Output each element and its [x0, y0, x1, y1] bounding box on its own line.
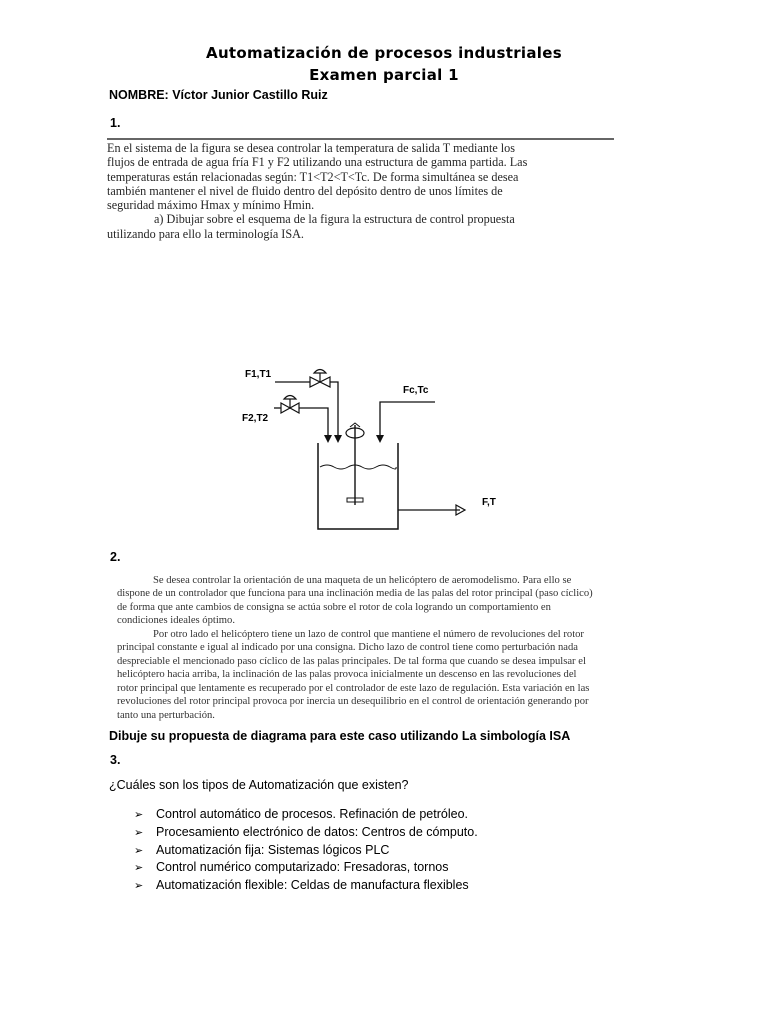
arrow-bullet-icon: ➢ [134, 826, 144, 839]
q1-line: utilizando para ello la terminología ISA. [107, 226, 304, 241]
label-fc-tc: Fc,Tc [403, 385, 429, 396]
arrow-bullet-icon: ➢ [134, 862, 144, 875]
q2-line: tanto una perturbación. [117, 709, 215, 721]
list-item [134, 825, 478, 843]
pipe-fc [380, 402, 435, 440]
document-title: Automatización de procesos industriales [206, 44, 562, 62]
list-item-text: Automatización flexible: Celdas de manufactura flexibles [156, 878, 469, 893]
list-item [134, 860, 478, 878]
q1-line: flujos de entrada de agua fría F1 y F2 utilizando una estructura de gamma partida. Las [107, 155, 528, 170]
q1-line: temperaturas están relacionadas según: T1<T2<T<Tc. De forma simultánea se desea [107, 169, 519, 184]
liquid-surface [320, 465, 396, 469]
list-item-text: Control numérico computarizado: Fresadoras, tornos [156, 860, 449, 875]
question-2-instruction: Dibuje su propuesta de diagrama para este caso utilizando La simbología ISA [109, 729, 571, 743]
question-1-scanned-text [107, 138, 614, 241]
q1-line: a) Dibujar sobre el esquema de la figura la estructura de control propuesta [154, 212, 515, 227]
arrow-bullet-icon: ➢ [134, 844, 144, 857]
student-name: NOMBRE: Víctor Junior Castillo Ruiz [109, 88, 328, 102]
question-2-scanned-text [117, 574, 652, 722]
list-item-text: Control automático de procesos. Refinación de petróleo. [156, 807, 468, 821]
tank-process-diagram [230, 355, 496, 530]
q1-line: En el sistema de la figura se desea controlar la temperatura de salida T mediante los [107, 141, 516, 155]
label-f1-t1: F1,T1 [245, 369, 272, 380]
q2-line: principal constante e igual al indicado por una consigna. Dicho lazo de control tiene como perturbación nada [117, 642, 578, 654]
valve-f2-icon [281, 396, 299, 414]
question-2-number: 2. [110, 550, 121, 564]
q1-line: seguridad máximo Hmax y mínimo Hmin. [107, 198, 315, 213]
arrow-bullet-icon: ➢ [134, 880, 144, 893]
q2-line: helicóptero hacia arriba, la inclinación de las palas provoca inicialmente un descenso en las revoluciones del [117, 669, 577, 681]
q2-line: revoluciones del rotor principal provoca por inercia un desequilibrio en el control de orientación generando por [117, 696, 589, 708]
agitator-icon [346, 423, 364, 505]
list-item [134, 843, 478, 861]
q2-line: dispone de un controlador que funciona para una inclinación media de las palas del rotor principal (paso cíclico) [117, 588, 593, 600]
tank [318, 443, 398, 529]
list-item [134, 807, 478, 825]
q2-line: despreciable el mencionado paso cíclico de las palas principales. De tal forma que cuando se desea impulsar el [117, 655, 586, 667]
label-f2-t2: F2,T2 [242, 413, 269, 424]
q2-line: Por otro lado el helicóptero tiene un lazo de control que mantiene el número de revoluciones del rotor [153, 628, 584, 640]
question-3-text: ¿Cuáles son los tipos de Automatización que existen? [109, 778, 409, 792]
arrow-bullet-icon: ➢ [134, 809, 144, 821]
q2-line: rotor principal que lentamente es recuperado por el controlador de este lazo de regulación. Esta variación en las [117, 682, 590, 694]
list-item [134, 878, 478, 896]
automation-types-list [134, 807, 478, 896]
document-subtitle: Examen parcial 1 [309, 66, 459, 84]
list-item-text: Automatización fija: Sistemas lógicos PLC [156, 842, 390, 857]
question-1-number: 1. [110, 116, 121, 130]
q2-line: Se desea controlar la orientación de una maqueta de un helicóptero de aeromodelismo. Para ello se [153, 575, 572, 586]
q1-line: también mantener el nivel de fluido dentro del depósito dentro de unos límites de [107, 183, 503, 198]
q2-line: condiciones ideales óptimo. [117, 615, 235, 627]
list-item-text: Procesamiento electrónico de datos: Centros de cómputo. [156, 824, 478, 839]
label-f-t: F,T [482, 497, 496, 508]
valve-f1-icon [310, 370, 330, 388]
q2-line: de forma que ante cambios de consigna se actúa sobre el rotor de cola logrando un comportamiento en [117, 601, 551, 613]
question-3-number: 3. [110, 753, 121, 767]
